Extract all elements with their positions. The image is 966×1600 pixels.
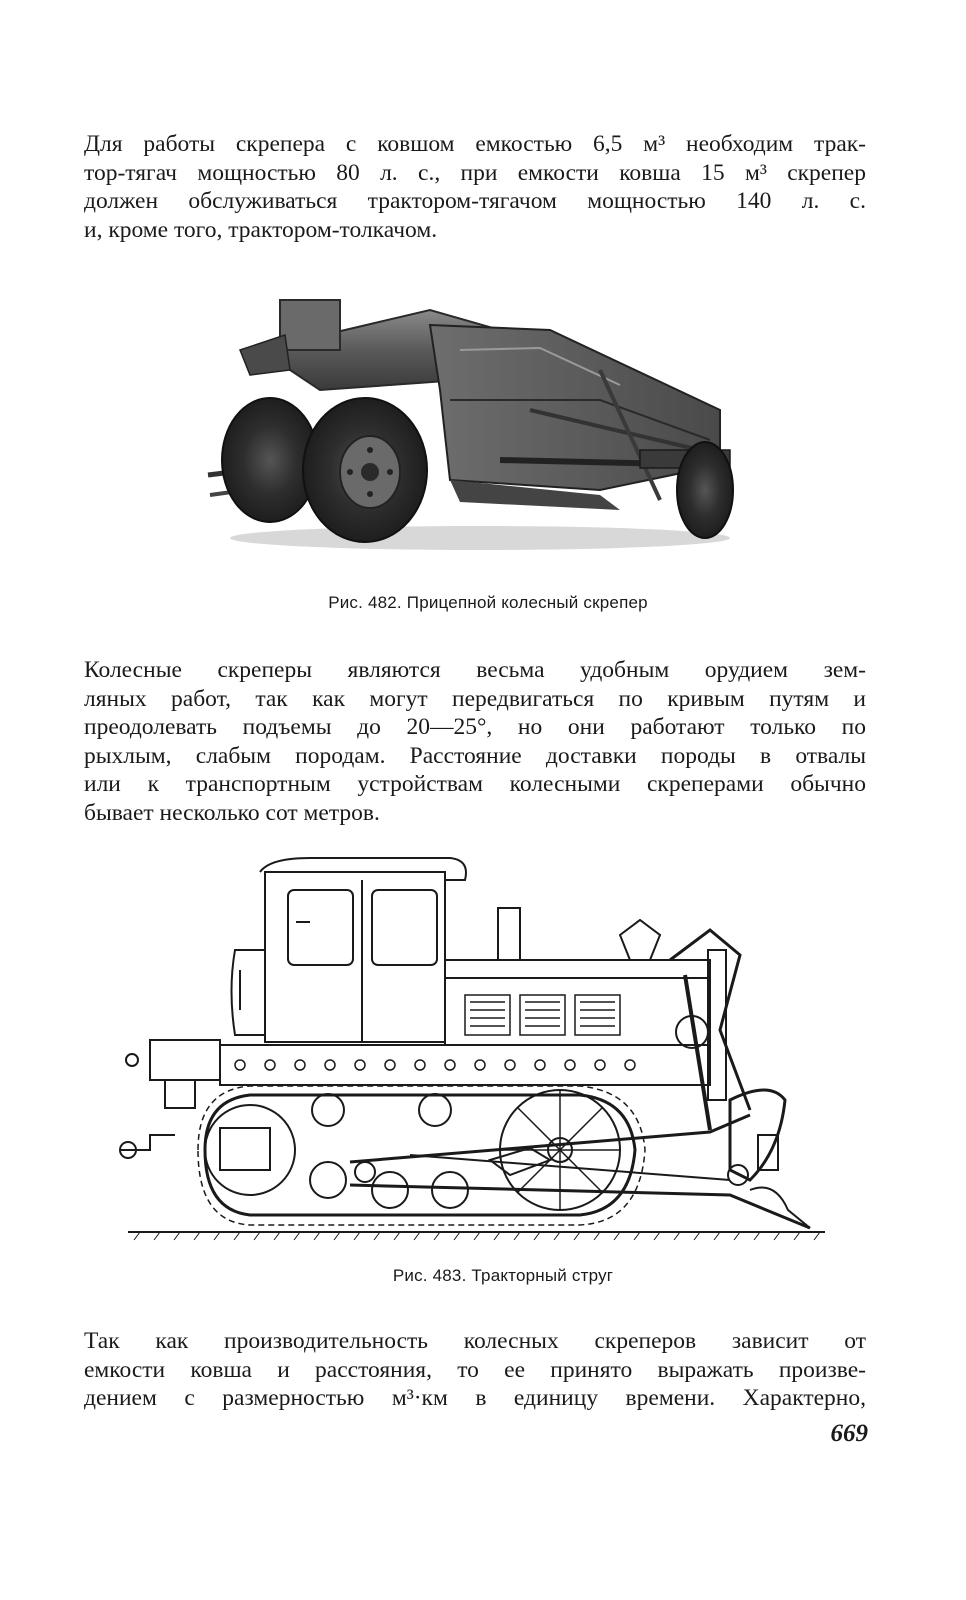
paragraph-1-line-3: должен обслуживаться трактором-тягачом мощностью 140 л. с. [84, 188, 866, 214]
paragraph-1-line-4: и, кроме того, трактором-толкачом. [84, 216, 438, 243]
paragraph-2-line-3: преодолевать подъемы до 20—25°, но они работают только по [84, 714, 866, 740]
figure-483-tractor-grader-drawing [110, 850, 830, 1245]
paragraph-1-line-1: Для работы скрепера с ковшом емкостью 6,5 м³ необходим трак- [84, 131, 866, 157]
paragraph-2-line-6: бывает несколько сот метров. [84, 799, 380, 826]
paragraph-2-line-4: рыхлым, слабым породам. Расстояние доставки породы в отвалы [84, 742, 866, 769]
paragraph-1-line-2: тор-тягач мощностью 80 л. с., при емкости ковша 15 м³ скрепер [84, 159, 866, 186]
paragraph-2-line-5: или к транспортным устройствам колесными скреперами обычно [84, 771, 866, 797]
paragraph-2-line-2: ляных работ, так как могут передвигаться по кривым путям и [84, 685, 866, 712]
page-number: 669 [830, 1420, 868, 1447]
paragraph-2 [84, 656, 866, 827]
figure-482-scraper-photo [200, 290, 750, 570]
paragraph-3-line-1: Так как производительность колесных скреперов зависит от [84, 1328, 866, 1354]
paragraph-1 [84, 130, 866, 244]
paragraph-3-line-3: дением с размерностью м³·км в единицу времени. Характерно, [84, 1385, 866, 1411]
figure-482-caption: Рис. 482. Прицепной колесный скрепер [328, 593, 648, 612]
paragraph-2-line-1: Колесные скреперы являются весьма удобным орудием зем- [84, 657, 866, 683]
figure-483-caption: Рис. 483. Тракторный струг [392, 1266, 614, 1285]
paragraph-3-line-2: емкости ковша и расстояния, то ее принято выражать произве- [84, 1356, 866, 1383]
paragraph-3 [84, 1327, 866, 1413]
